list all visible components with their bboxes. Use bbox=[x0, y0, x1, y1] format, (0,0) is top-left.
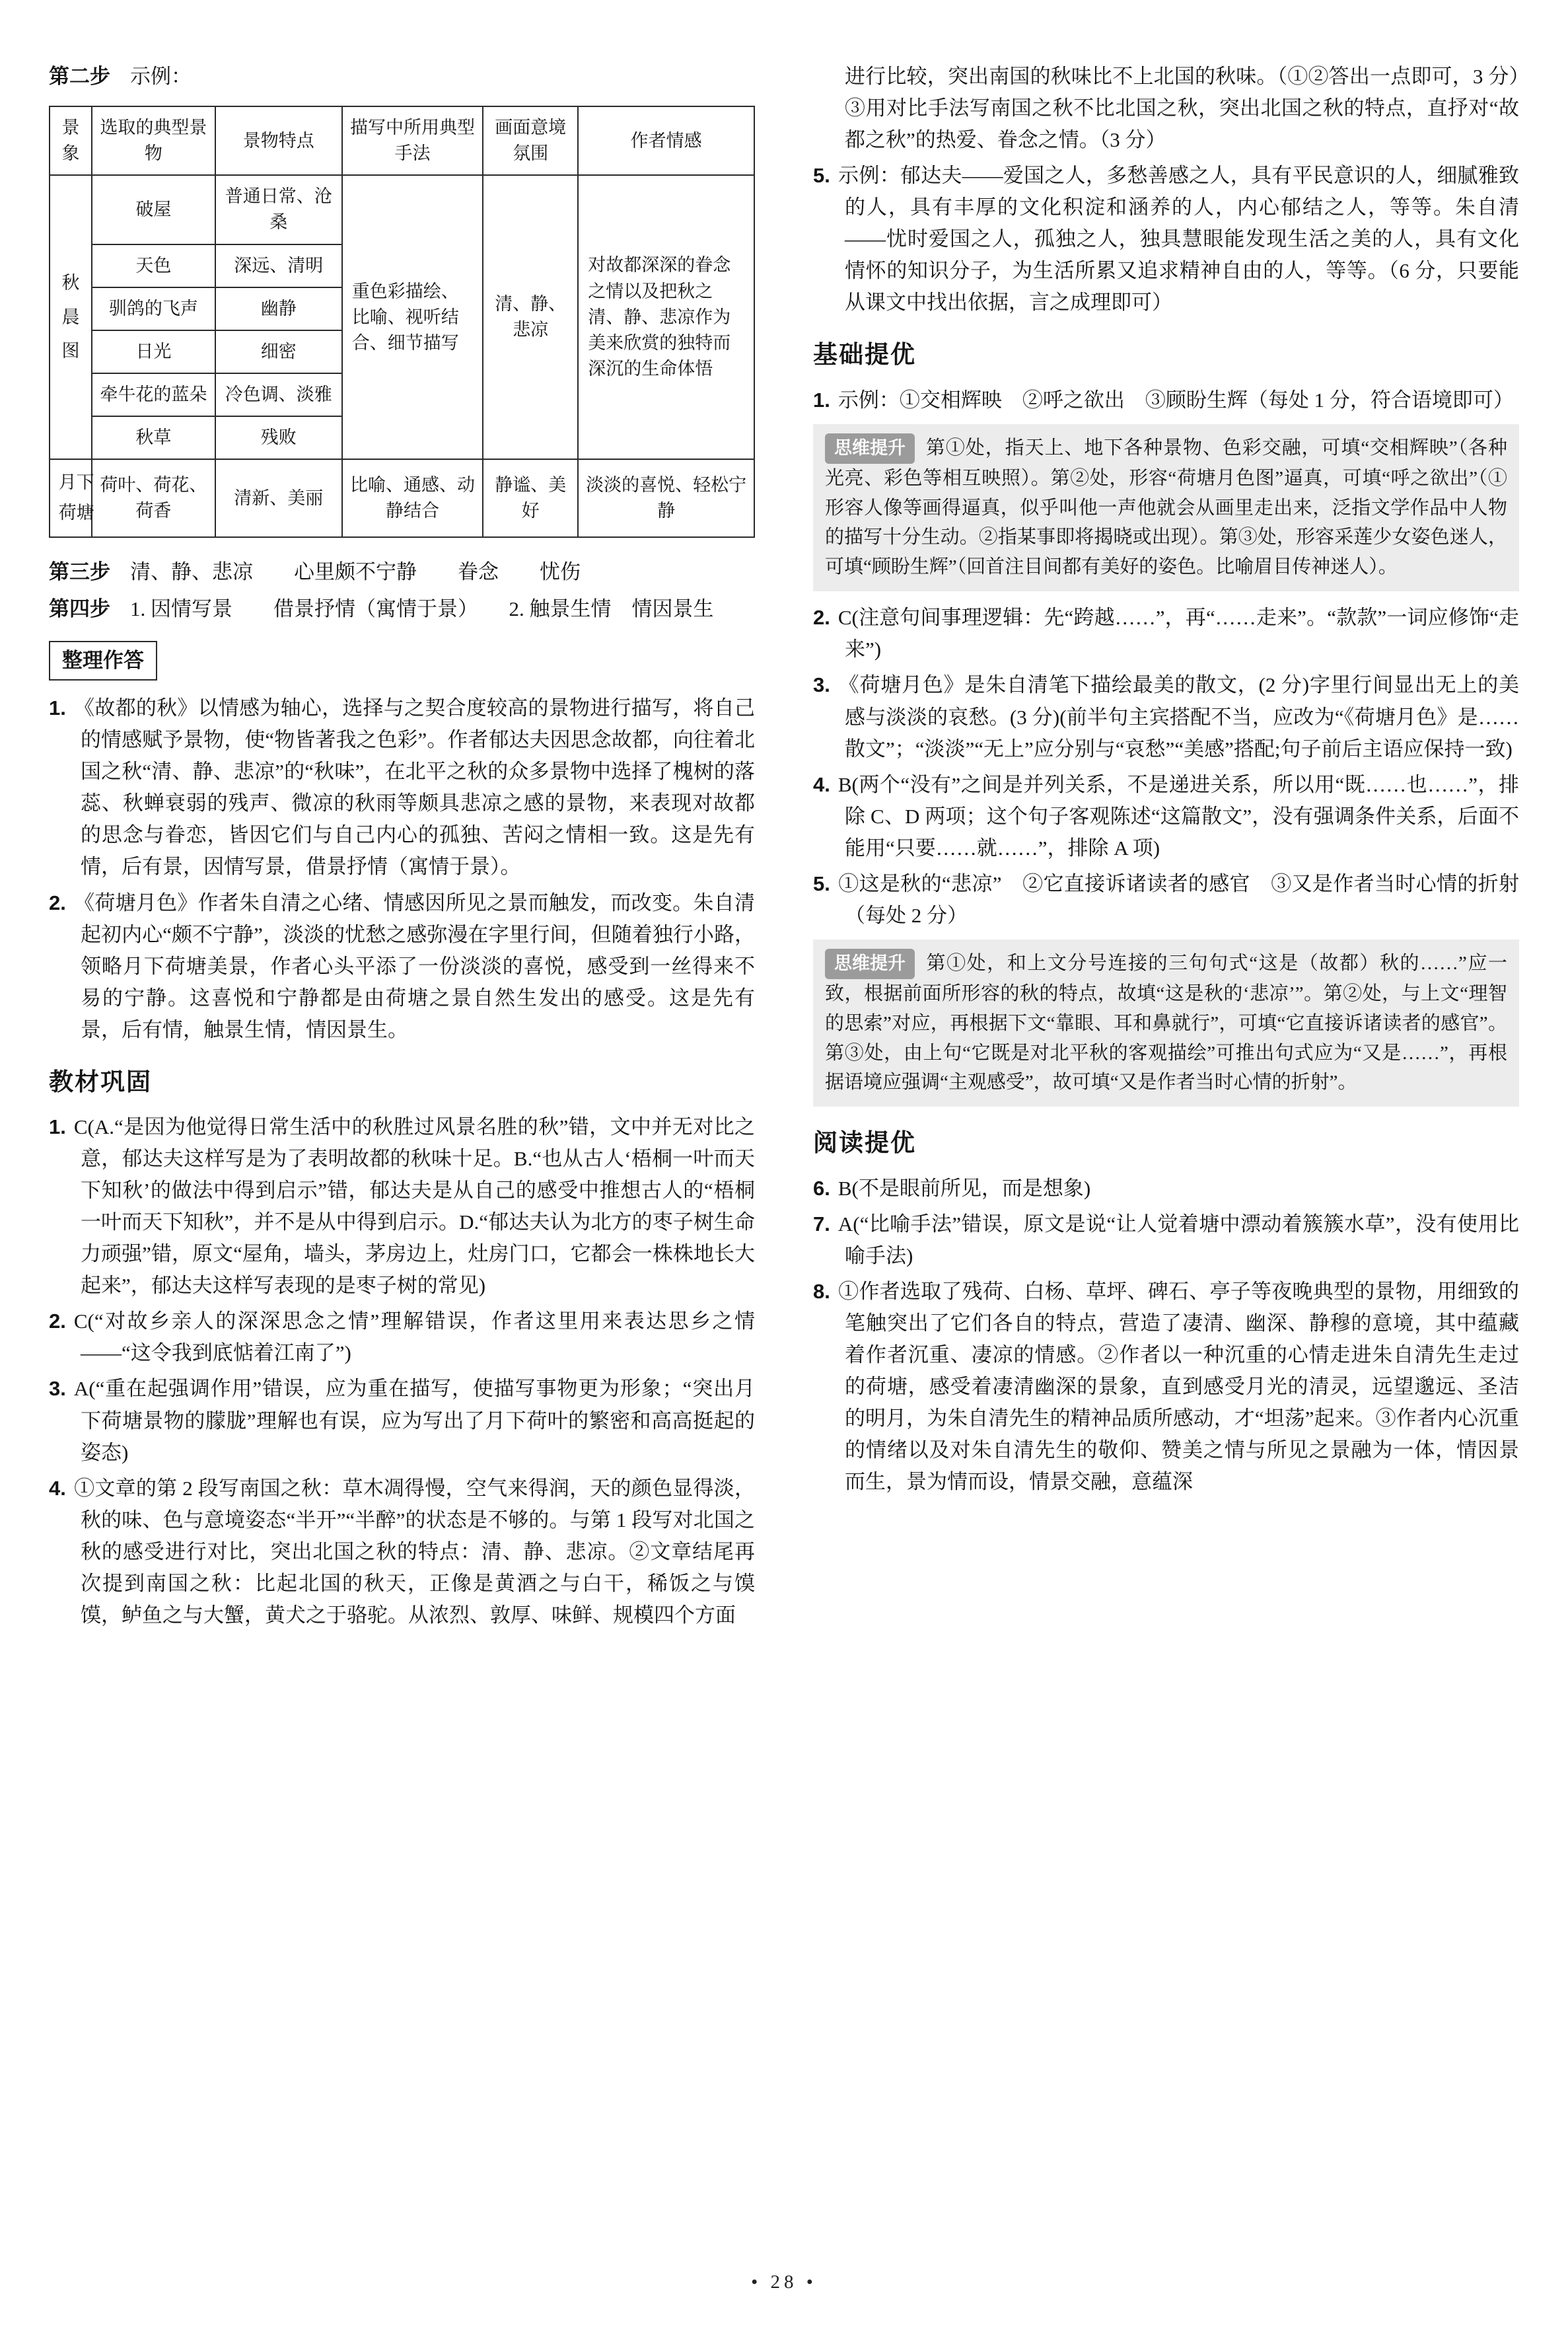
list-item bbox=[49, 1306, 755, 1369]
item-text: C(A.“是因为他觉得日常生活中的秋胜过风景名胜的秋”错，文中并无对比之意，郁达夫这样写是为了表明故都的秋味十足。B.“也从古人‘梧桐一叶而天下知秋’的做法中得到启示”错，郁达夫是从自己的感受中推想古人的“梧桐一叶而天下知秋”，并不是从中得到启示。D.“郁达夫认为北方的枣子树生命力顽强”错，原文“屋角，墙头，茅房边上，灶房门口，它都会一株株地长大起来”，郁达夫这样写表现的是枣子树的常见) bbox=[73, 1115, 755, 1298]
table-cell: 比喻、通感、动静结合 bbox=[342, 459, 483, 537]
table-cell: 秋草 bbox=[92, 416, 215, 459]
table-cell: 幽静 bbox=[215, 287, 342, 330]
item-number: 2. bbox=[49, 891, 66, 914]
item-number: 4. bbox=[49, 1476, 66, 1500]
table-cell-scene bbox=[50, 459, 92, 537]
item-text: 《故都的秋》以情感为轴心，选择与之契合度较高的景物进行描写，将自己的情感赋予景物，使“物皆著我之色彩”。作者郁达夫因思念故都，向往着北国之秋“清、静、悲凉”的“秋味”，在北平之秋的众多景物中选择了槐树的落蕊、秋蝉衰弱的残声、微凉的秋雨等颇具悲凉之感的景物，来表现对故都的思念与眷恋，皆因它们与自己内心的孤独、苦闷之情相一致。这是先有情，后有景，因情写景，借景抒情（寓情于景）。 bbox=[73, 696, 755, 879]
list-item bbox=[813, 868, 1519, 932]
table-cell: 普通日常、沧桑 bbox=[215, 175, 342, 244]
list-item bbox=[49, 692, 755, 883]
header-cell-scene: 景象 bbox=[50, 106, 92, 175]
scene-label-vertical: 秋晨图 bbox=[61, 273, 80, 361]
item-number: 6. bbox=[813, 1176, 830, 1200]
table-cell-scene bbox=[50, 175, 92, 459]
item-text: C(注意句间事理逻辑：先“跨越……”，再“……走来”。“款款”一词应修饰“走来”) bbox=[837, 606, 1519, 661]
section-title-yuedu-tiyou: 阅读提优 bbox=[813, 1129, 916, 1157]
table-cell: 细密 bbox=[215, 330, 342, 373]
table-row bbox=[50, 175, 754, 244]
section-title-jiaocai-gonggu: 教材巩固 bbox=[49, 1068, 152, 1095]
page-number: • 28 • bbox=[751, 2271, 817, 2293]
list-item bbox=[813, 385, 1519, 416]
table-cell-emotion: 对故都深深的眷念之情以及把秋之清、静、悲凉作为美来欣赏的独特而深沉的生命体悟 bbox=[578, 175, 754, 459]
item-text: C(“对故乡亲人的深深思念之情”理解错误，作者这里用来表达思乡之情——“这令我到底惦着江南了”) bbox=[73, 1310, 755, 1365]
siwei-tisheng-block bbox=[813, 424, 1519, 592]
table-cell: 淡淡的喜悦、轻松宁静 bbox=[578, 459, 754, 537]
step3-text: 清、静、悲凉 心里颇不宁静 眷念 忧伤 bbox=[130, 560, 581, 584]
item-number: 1. bbox=[813, 388, 830, 412]
table-cell-technique: 重色彩描绘、比喻、视听结合、细节描写 bbox=[342, 175, 483, 459]
table-cell: 牵牛花的蓝朵 bbox=[92, 373, 215, 416]
header-cell-mood: 画面意境氛围 bbox=[483, 106, 578, 175]
section-title-zhengli-zuoda: 整理作答 bbox=[49, 641, 157, 681]
item-text: B(两个“没有”之间是并列关系，不是递进关系，所以用“既……也……”，排除 C、D 两项；这个句子客观陈述“这篇散文”，没有强调条件关系，后面不能用“只要……就……”，排除 A 项) bbox=[837, 772, 1519, 860]
list-item bbox=[49, 1111, 755, 1302]
siwei-tisheng-badge: 思维提升 bbox=[825, 949, 915, 979]
table-cell: 日光 bbox=[92, 330, 215, 373]
step4-label: 第四步 bbox=[49, 597, 110, 621]
table-row bbox=[50, 459, 754, 537]
item-text: A(“比喻手法”错误，原文是说“让人觉着塘中漂动着簇簇水草”，没有使用比喻手法) bbox=[837, 1212, 1519, 1267]
step4-line bbox=[49, 593, 755, 625]
table-header-row bbox=[50, 106, 754, 175]
item-text: 示例：郁达夫——爱国之人，多愁善感之人，具有平民意识的人，细腻雅致的人，具有丰厚的文化积淀和涵养的人，内心郁结之人，等等。朱自清——忧时爱国之人，孤独之人，独具慧眼能发现生活之美的人，具有文化情怀的知识分子，为生活所累又追求精神自由的人，等等。（6 分，只要能从课文中找出依据，言之成理即可） bbox=[837, 164, 1519, 314]
item-text: 进行比较，突出南国的秋味比不上北国的秋味。（①②答出一点即可，3 分）③用对比手法写南国之秋不比北国之秋，突出北国之秋的特点，直抒对“故都之秋”的热爱、眷念之情。（3 分） bbox=[845, 65, 1519, 152]
step3-label: 第三步 bbox=[49, 560, 110, 584]
list-item bbox=[813, 602, 1519, 665]
list-item bbox=[813, 1208, 1519, 1272]
item-text: B(不是眼前所见，而是想象) bbox=[837, 1176, 1091, 1200]
table-cell: 静谧、美好 bbox=[483, 459, 578, 537]
table-cell: 荷叶、荷花、荷香 bbox=[92, 459, 215, 537]
item-text: 《荷塘月色》作者朱自清之心绪、情感因所见之景而触发，而改变。朱自清起初内心“颇不宁静”，淡淡的忧愁之感弥漫在字里行间，但随着独行小路，领略月下荷塘美景，作者心头平添了一份淡淡的喜悦，感受到一丝得来不易的宁静。这喜悦和宁静都是由荷塘之景自然生发出的感受。这是先有景，后有情，触景生情，情因景生。 bbox=[73, 891, 755, 1041]
section-title-jichu-tiyou: 基础提优 bbox=[813, 341, 916, 369]
item-number: 8. bbox=[813, 1279, 830, 1303]
siwei-tisheng-text: 第①处，指天上、地下各种景物、色彩交融，可填“交相辉映”（各种光亮、彩色等相互映照）。第②处，形容“荷塘月色图”逼真，可填“呼之欲出”（①形容人像等画得逼真，似乎叫他一声他就会从画里走出来，泛指文学作品中人物的描写十分生动。②指某事即将揭晓或出现）。第③处，形容采莲少女姿色迷人，可填“顾盼生辉”（回首注目间都有美好的姿色。比喻眉目传神迷人）。 bbox=[825, 437, 1507, 578]
item-text: ①这是秋的“悲凉” ②它直接诉诸读者的感官 ③又是作者当时心情的折射（每处 2 分） bbox=[837, 871, 1519, 927]
item-number: 5. bbox=[813, 164, 830, 188]
table-cell-mood: 清、静、悲凉 bbox=[483, 175, 578, 459]
step3-line bbox=[49, 556, 755, 588]
list-item bbox=[813, 160, 1519, 318]
step2-text: 示例： bbox=[130, 65, 192, 88]
item-text: ①文章的第 2 段写南国之秋：草木凋得慢，空气来得润，天的颜色显得淡，秋的味、色与意境姿态“半开”“半醉”的状态是不够的。与第 1 段写对北国之秋的感受进行对比，突出北国之秋的特点：清、静、悲凉。②文章结尾再次提到南国之秋：比起北国的秋天，正像是黄酒之与白干，稀饭之与馍馍，鲈鱼之与大蟹，黄犬之于骆驼。从浓烈、敦厚、味鲜、规模四个方面 bbox=[73, 1476, 755, 1627]
step4-text: 1. 因情写景 借景抒情（寓情于景） 2. 触景生情 情因景生 bbox=[130, 597, 714, 621]
item-number: 4. bbox=[813, 772, 830, 796]
step2-line bbox=[49, 61, 755, 92]
item-number: 3. bbox=[49, 1377, 66, 1401]
table-cell: 破屋 bbox=[92, 175, 215, 244]
table-cell: 冷色调、淡雅 bbox=[215, 373, 342, 416]
item-text: A(“重在起强调作用”错误，应为重在描写，使描写事物更为形象；“突出月下荷塘景物的朦胧”理解也有误，应为写出了月下荷叶的繁密和高高挺起的姿态) bbox=[73, 1377, 755, 1464]
item-text: 示例：①交相辉映 ②呼之欲出 ③顾盼生辉（每处 1 分，符合语境即可） bbox=[837, 388, 1514, 412]
header-cell-technique: 描写中所用典型手法 bbox=[342, 106, 483, 175]
zhengli-section bbox=[49, 641, 755, 681]
scene-analysis-table bbox=[49, 106, 755, 538]
list-item bbox=[49, 1373, 755, 1468]
header-cell-feature: 景物特点 bbox=[215, 106, 342, 175]
item-number: 5. bbox=[813, 871, 830, 895]
continued-paragraph bbox=[813, 61, 1519, 156]
step2-label: 第二步 bbox=[49, 65, 110, 88]
header-cell-emotion: 作者情感 bbox=[578, 106, 754, 175]
item-number: 1. bbox=[49, 696, 66, 720]
scene-label-wrapped: 月下荷塘 bbox=[58, 472, 94, 523]
item-text: 《荷塘月色》是朱自清笔下描绘最美的散文，(2 分)字里行间显出无上的美感与淡淡的哀愁。(3 分)(前半句主宾搭配不当，应改为“《荷塘月色》是……散文”；“淡淡”“无上”应分别与“哀愁”“美感”搭配;句子前后主语应保持一致) bbox=[837, 673, 1519, 760]
right-column bbox=[813, 61, 1519, 1635]
table-cell: 残败 bbox=[215, 416, 342, 459]
siwei-tisheng-text: 第①处，和上文分号连接的三句句式“这是（故都）秋的……”应一致，根据前面所形容的秋的特点，故填“这是秋的‘悲凉’”。第②处，与上文“理智的思索”对应，再根据下文“靠眼、耳和鼻就行”，可填“它直接诉诸读者的感官”。第③处，由上句“它既是对北平秋的客观描绘”可推出句式应为“又是……”，再根据语境应强调“主观感受”，故可填“又是作者当时心情的折射”。 bbox=[825, 952, 1507, 1093]
item-number: 3. bbox=[813, 673, 830, 697]
table-cell: 驯鸽的飞声 bbox=[92, 287, 215, 330]
list-item bbox=[813, 669, 1519, 764]
table-cell: 天色 bbox=[92, 244, 215, 287]
table-cell: 清新、美丽 bbox=[215, 459, 342, 537]
item-number: 1. bbox=[49, 1115, 66, 1139]
list-item bbox=[813, 1173, 1519, 1204]
list-item bbox=[813, 1276, 1519, 1498]
item-number: 2. bbox=[49, 1310, 66, 1333]
header-cell-object: 选取的典型景物 bbox=[92, 106, 215, 175]
item-text: ①作者选取了残荷、白杨、草坪、碑石、亭子等夜晚典型的景物，用细致的笔触突出了它们各自的特点，营造了凄清、幽深、静穆的意境，其中蕴藏着作者沉重、凄凉的情感。②作者以一种沉重的心情走进朱自清先生走过的荷塘，感受着凄清幽深的景象，直到感受月光的清灵，远望邈远、圣洁的明月，为朱自清先生的精神品质所感动，才“坦荡”起来。③作者内心沉重的情绪以及对朱自清先生的敬仰、赞美之情与所见之景融为一体，情因景而生，景为情而设，情景交融，意蕴深 bbox=[837, 1279, 1519, 1494]
list-item bbox=[813, 769, 1519, 864]
item-number: 7. bbox=[813, 1212, 830, 1236]
list-item bbox=[49, 887, 755, 1046]
siwei-tisheng-block bbox=[813, 940, 1519, 1107]
left-column bbox=[49, 61, 755, 1635]
item-number: 2. bbox=[813, 606, 830, 630]
two-column-layout bbox=[49, 61, 1519, 1635]
siwei-tisheng-badge: 思维提升 bbox=[825, 433, 915, 464]
list-item bbox=[49, 1473, 755, 1631]
table-cell: 深远、清明 bbox=[215, 244, 342, 287]
